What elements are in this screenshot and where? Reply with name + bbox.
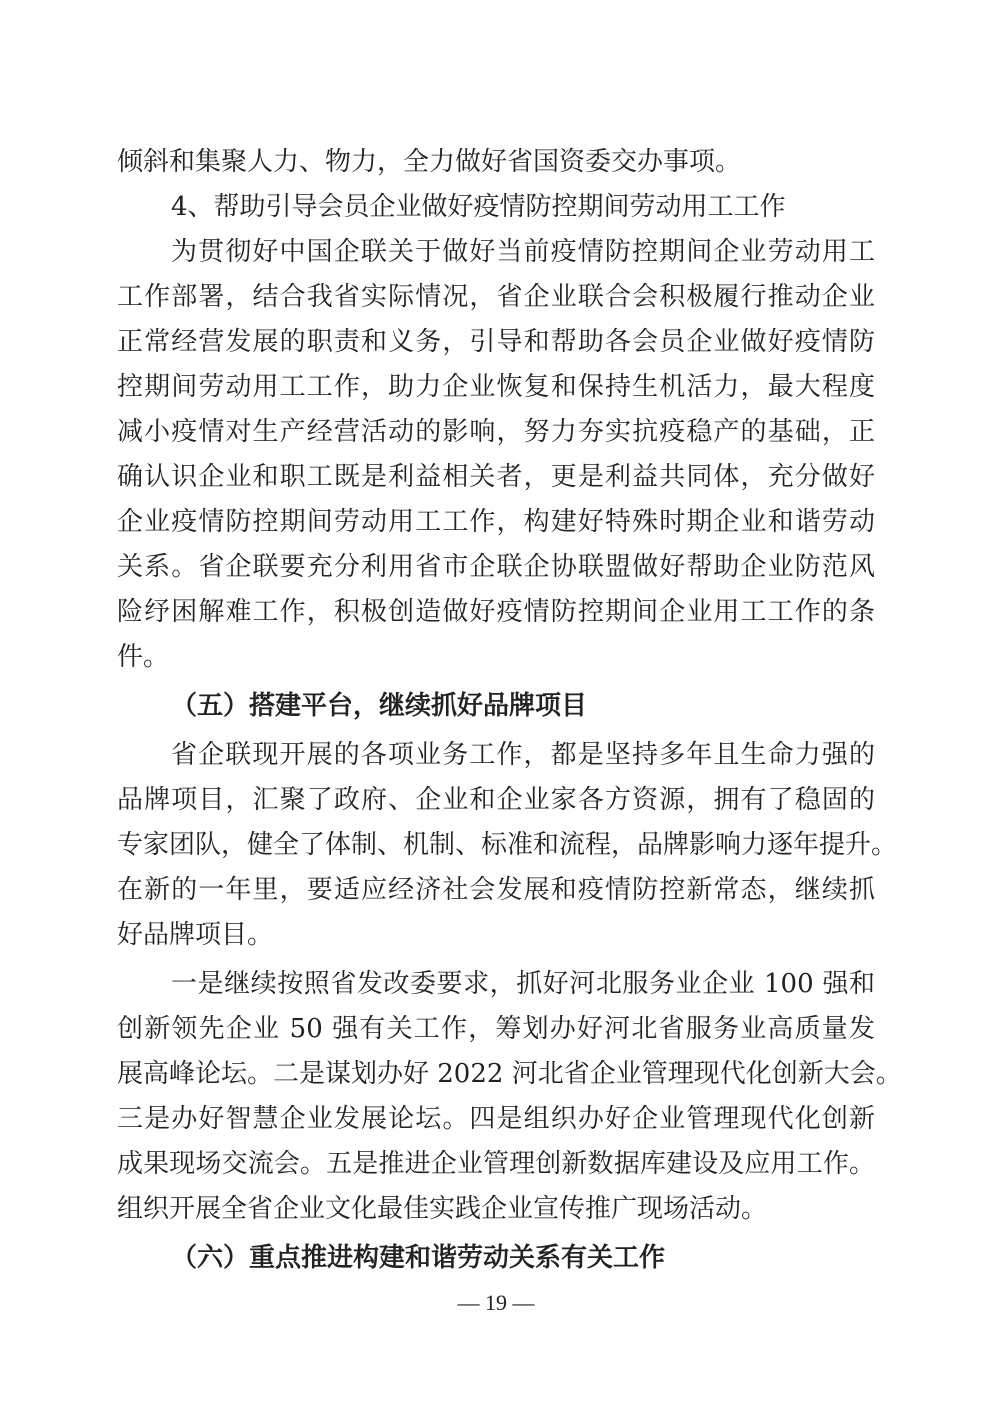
- paragraph-line: 一是继续按照省发改委要求，抓好河北服务业企业 100 强和: [171, 969, 875, 999]
- paragraph-line: 专家团队，健全了体制、机制、标准和流程，品牌影响力逐年提升。: [117, 830, 898, 860]
- paragraph-line: 组织开展全省企业文化最佳实践企业宣传推广现场活动。: [117, 1194, 768, 1224]
- paragraph-line: 在新的一年里，要适应经济社会发展和疫情防控新常态，继续抓: [117, 875, 875, 905]
- paragraph-line: 创新领先企业 50 强有关工作，筹划办好河北省服务业高质量发: [117, 1014, 875, 1044]
- paragraph-line: 关系。省企联要充分利用省市企联企协联盟做好帮助企业防范风: [117, 552, 875, 582]
- paragraph-brand-projects: [117, 733, 898, 958]
- paragraph-line: 控期间劳动用工工作，助力企业恢复和保持生机活力，最大程度: [117, 372, 875, 402]
- paragraph-line: 件。: [117, 642, 170, 672]
- paragraph-line: 展高峰论坛。二是谋划办好 2022 河北省企业管理现代化创新大会。: [117, 1059, 902, 1089]
- paragraph-line: 险纾困解难工作，积极创造做好疫情防控期间企业用工工作的条: [117, 597, 875, 627]
- paragraph-line: 品牌项目，汇聚了政府、企业和企业家各方资源，拥有了稳固的: [117, 785, 875, 815]
- paragraph-work-items: [117, 962, 902, 1232]
- section-heading-5: （五）搭建平台，继续抓好品牌项目: [171, 691, 588, 721]
- paragraph-line: 确认识企业和职工既是利益相关者，更是利益共同体，充分做好: [117, 462, 875, 492]
- paragraph-line: 成果现场交流会。五是推进企业管理创新数据库建设及应用工作。: [117, 1149, 875, 1179]
- paragraph-continuation-line: 倾斜和集聚人力、物力，全力做好省国资委交办事项。: [117, 147, 742, 177]
- paragraph-line: 正常经营发展的职责和义务，引导和帮助各会员企业做好疫情防: [117, 327, 875, 357]
- paragraph-line: 三是办好智慧企业发展论坛。四是组织办好企业管理现代化创新: [117, 1104, 875, 1134]
- section-heading-6: （六）重点推进构建和谐劳动关系有关工作: [171, 1243, 666, 1273]
- paragraph-line: 企业疫情防控期间劳动用工工作，构建好特殊时期企业和谐劳动: [117, 507, 875, 537]
- paragraph-line: 为贯彻好中国企联关于做好当前疫情防控期间企业劳动用工: [171, 237, 875, 267]
- document-body: [117, 140, 902, 1281]
- paragraph-line: 好品牌项目。: [117, 920, 274, 950]
- paragraph-labor-employment: [117, 230, 875, 680]
- paragraph-line: 减小疫情对生产经营活动的影响，努力夯实抗疫稳产的基础，正: [117, 417, 875, 447]
- page-number: — 19 —: [457, 1290, 535, 1315]
- paragraph-line: 工作部署，结合我省实际情况，省企业联合会积极履行推动企业: [117, 282, 875, 312]
- subheading-4: 4、帮助引导会员企业做好疫情防控期间劳动用工工作: [171, 192, 786, 222]
- paragraph-line: 省企联现开展的各项业务工作，都是坚持多年且生命力强的: [171, 740, 875, 770]
